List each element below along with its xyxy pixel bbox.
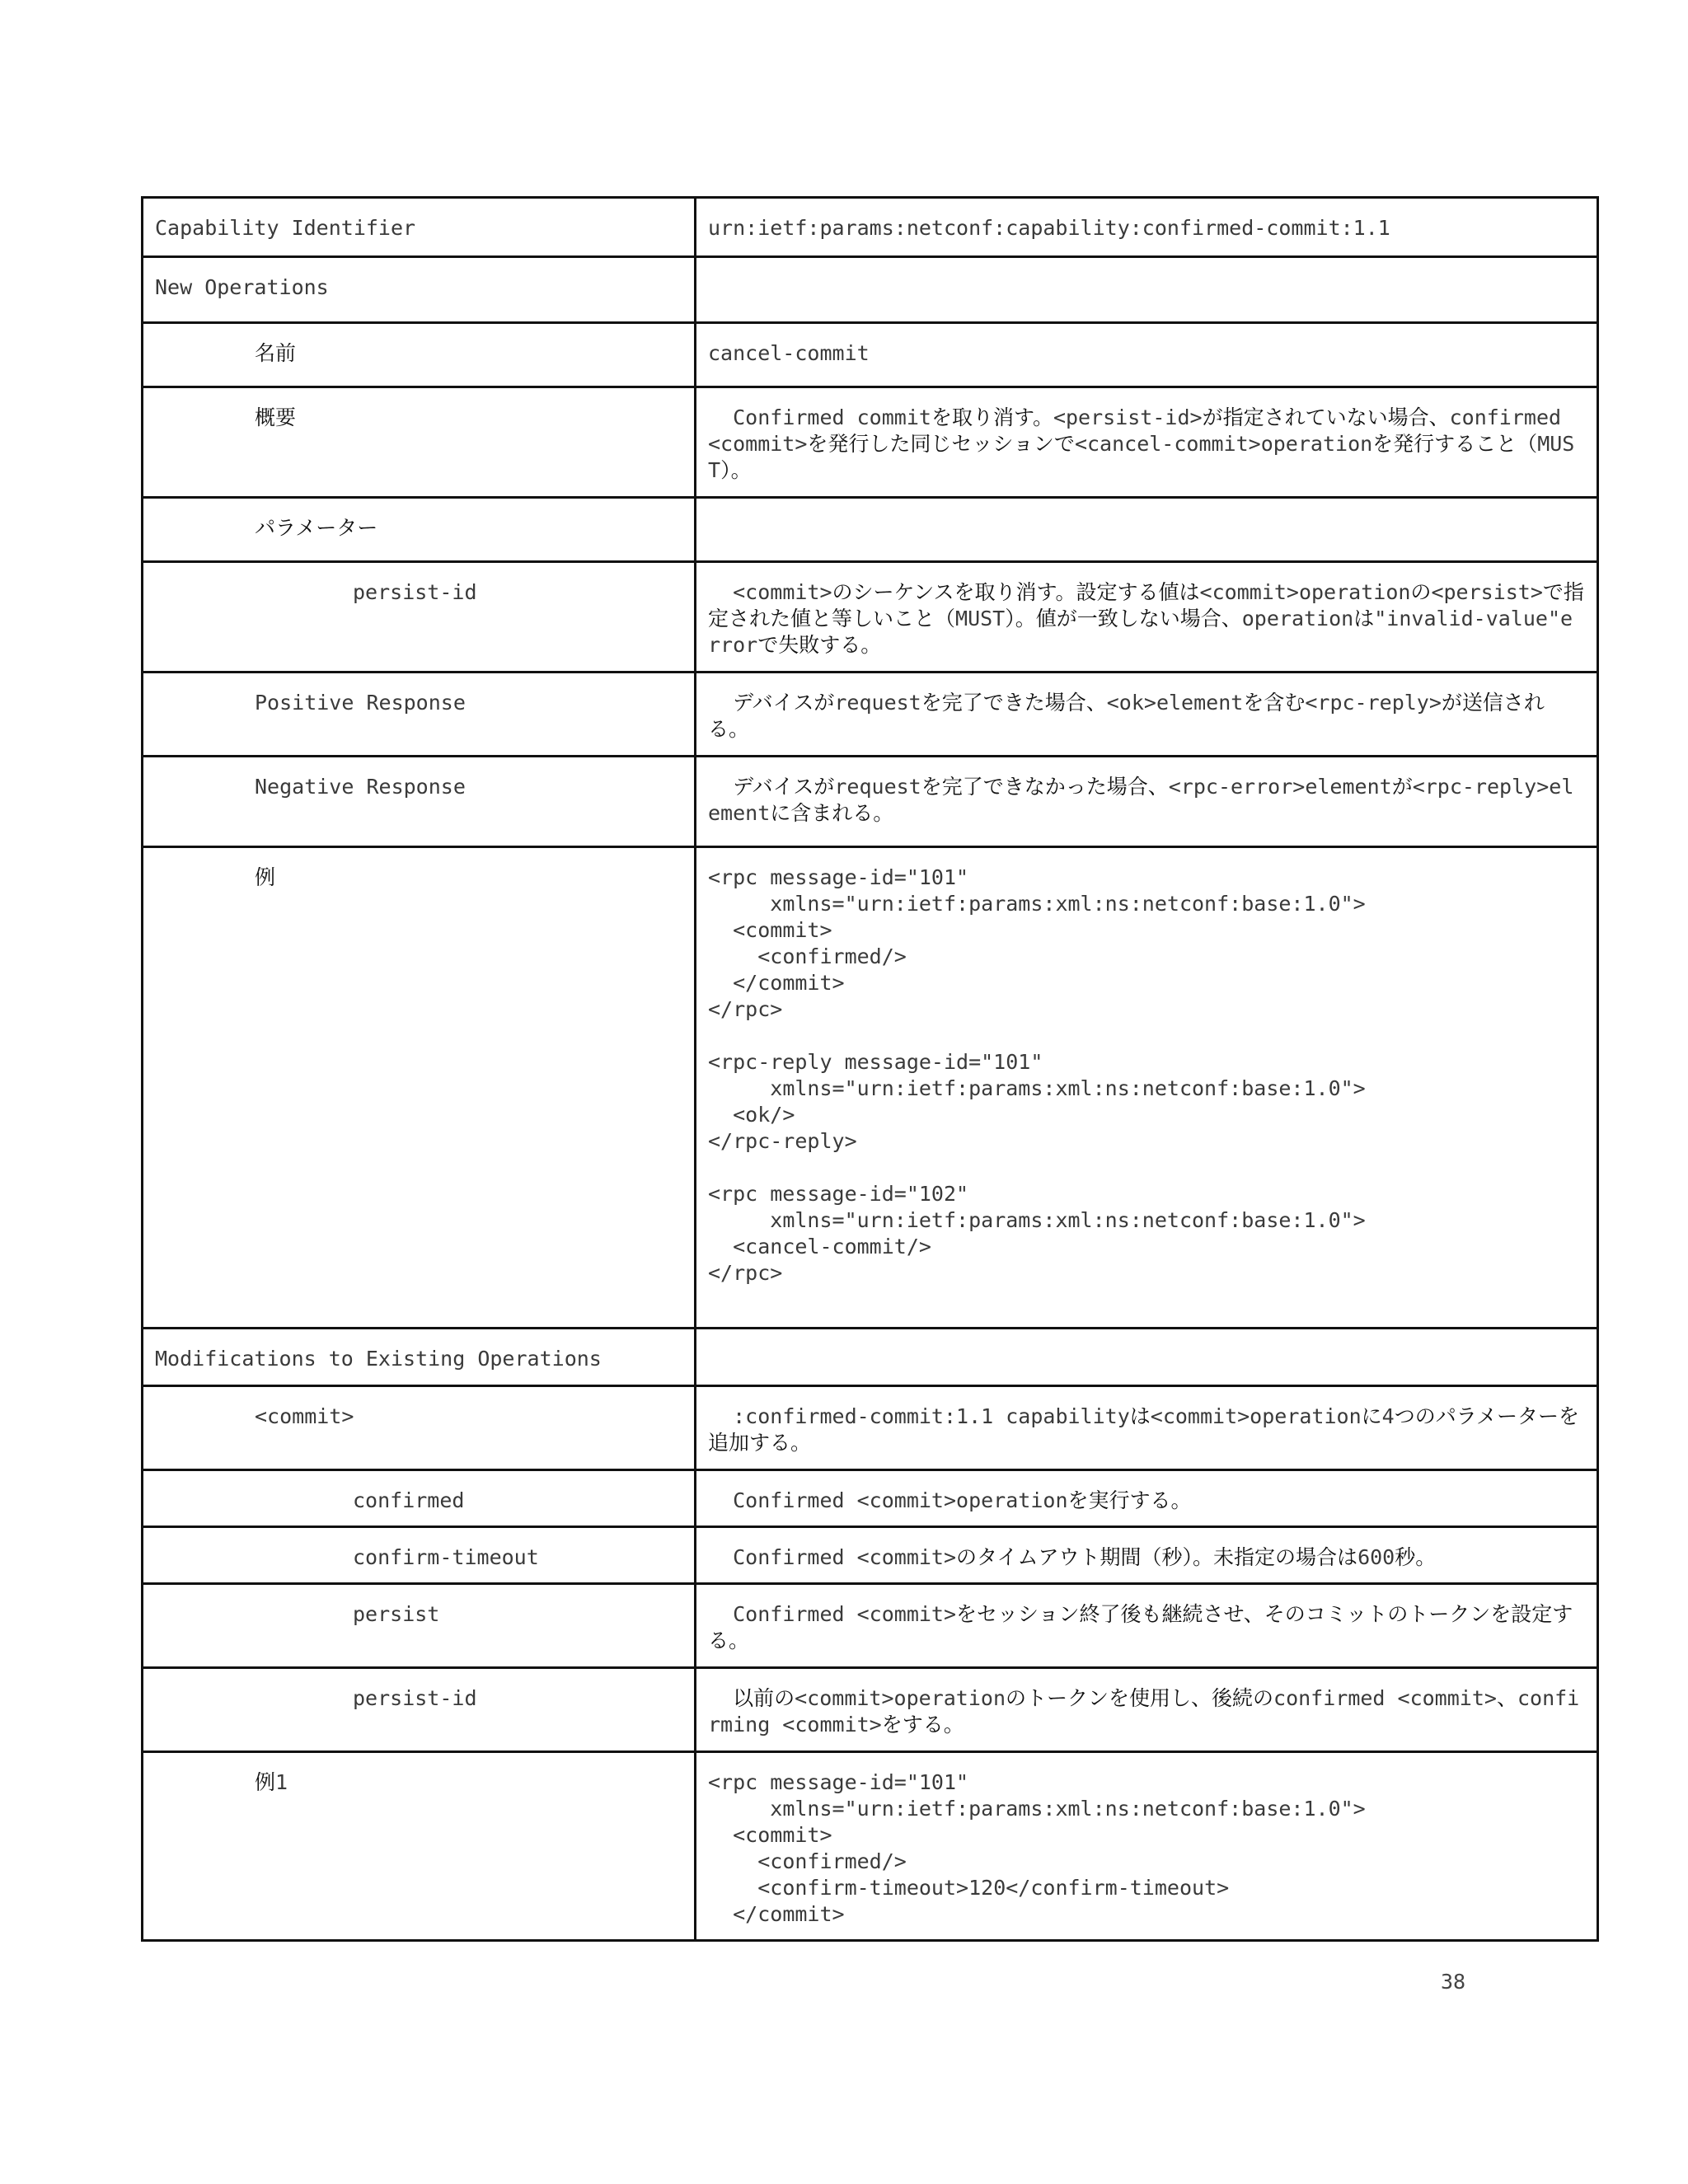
table-row bbox=[143, 1470, 1598, 1527]
row-label-cell bbox=[143, 1527, 696, 1584]
row-value-cell bbox=[696, 323, 1598, 387]
row-label: 例1 bbox=[255, 1770, 288, 1794]
row-label: persist-id bbox=[353, 1686, 477, 1710]
row-value-cell bbox=[696, 1584, 1598, 1668]
row-value-cell bbox=[696, 562, 1598, 673]
table-row bbox=[143, 323, 1598, 387]
row-value-cell bbox=[696, 257, 1598, 323]
row-label: persist-id bbox=[353, 580, 477, 604]
table-row bbox=[143, 1752, 1598, 1941]
row-value-cell bbox=[696, 498, 1598, 562]
table-row bbox=[143, 1584, 1598, 1668]
row-value-cell bbox=[696, 673, 1598, 757]
row-value: デバイスがrequestを完了できた場合、<ok>elementを含む<rpc-reply>が送信される。 bbox=[708, 691, 1545, 741]
table-row bbox=[143, 1668, 1598, 1752]
row-label-cell bbox=[143, 1386, 696, 1470]
row-label-cell bbox=[143, 1668, 696, 1752]
row-value: <rpc message-id="101" xmlns="urn:ietf:params:xml:ns:netconf:base:1.0"> <commit> <confirmed/> <confirm-timeout>120</confirm-timeout> </commit> bbox=[708, 1770, 1366, 1926]
row-label-cell bbox=[143, 847, 696, 1329]
row-label-cell bbox=[143, 1584, 696, 1668]
row-value-cell bbox=[696, 757, 1598, 847]
row-value-cell bbox=[696, 1752, 1598, 1941]
row-value-cell bbox=[696, 1668, 1598, 1752]
capability-table bbox=[141, 196, 1599, 1942]
row-label-cell bbox=[143, 562, 696, 673]
row-label: パラメーター bbox=[255, 516, 378, 540]
row-label-cell bbox=[143, 1329, 696, 1386]
row-value-cell bbox=[696, 1386, 1598, 1470]
row-value: Confirmed <commit>operationを実行する。 bbox=[708, 1488, 1192, 1512]
row-value: 以前の<commit>operationのトークンを使用し、後続のconfirmed <commit>、confirming <commit>をする。 bbox=[708, 1686, 1580, 1736]
row-value: :confirmed-commit:1.1 capabilityは<commit>operationに4つのパラメーターを追加する。 bbox=[708, 1404, 1579, 1455]
row-label: Capability Identifier bbox=[155, 216, 416, 240]
table-row bbox=[143, 757, 1598, 847]
row-value: cancel-commit bbox=[708, 341, 870, 365]
row-value-cell bbox=[696, 387, 1598, 498]
row-label: Modifications to Existing Operations bbox=[155, 1347, 602, 1371]
row-label-cell bbox=[143, 198, 696, 257]
row-label: 例 bbox=[255, 865, 276, 889]
table-row bbox=[143, 198, 1598, 257]
row-value: urn:ietf:params:netconf:capability:confirmed-commit:1.1 bbox=[708, 216, 1390, 240]
row-label-cell bbox=[143, 1752, 696, 1941]
row-label: confirmed bbox=[353, 1488, 465, 1512]
row-label-cell bbox=[143, 673, 696, 757]
row-value: Confirmed commitを取り消す。<persist-id>が指定されていない場合、confirmed <commit>を発行した同じセッションで<cancel-commit>operationを発行すること（MUST）。 bbox=[708, 405, 1575, 482]
table-row bbox=[143, 847, 1598, 1329]
row-label-cell bbox=[143, 498, 696, 562]
row-label-cell bbox=[143, 387, 696, 498]
table-row bbox=[143, 1527, 1598, 1584]
row-value: Confirmed <commit>をセッション終了後も継続させ、そのコミットのトークンを設定する。 bbox=[708, 1602, 1573, 1652]
row-value: <rpc message-id="101" xmlns="urn:ietf:params:xml:ns:netconf:base:1.0"> <commit> <confirmed/> </commit> </rpc> <rpc-reply message-id="101" xmlns="urn:ietf:params:xml:ns:netconf:base:1.0"> <ok/> </rpc-reply> <rpc message-id="102" xmlns="urn:ietf:params:xml:ns:netconf:base:1.0"> <cancel-commit/> </rpc> bbox=[708, 865, 1366, 1285]
row-label: <commit> bbox=[255, 1404, 354, 1428]
table-row bbox=[143, 387, 1598, 498]
row-label: New Operations bbox=[155, 275, 329, 299]
row-label-cell bbox=[143, 757, 696, 847]
row-label: Negative Response bbox=[255, 775, 466, 799]
table-body bbox=[143, 198, 1598, 1941]
row-value-cell bbox=[696, 1527, 1598, 1584]
row-label-cell bbox=[143, 323, 696, 387]
row-value-cell bbox=[696, 1329, 1598, 1386]
table-row bbox=[143, 1386, 1598, 1470]
row-label: persist bbox=[353, 1602, 440, 1626]
row-value: <commit>のシーケンスを取り消す。設定する値は<commit>operationの<persist>で指定された値と等しいこと（MUST）。値が一致しない場合、operationは"invalid-value"errorで失敗する。 bbox=[708, 580, 1584, 657]
row-value-cell bbox=[696, 198, 1598, 257]
table-row bbox=[143, 1329, 1598, 1386]
row-label: confirm-timeout bbox=[353, 1545, 539, 1569]
table-row bbox=[143, 498, 1598, 562]
table-row bbox=[143, 257, 1598, 323]
row-label: 名前 bbox=[255, 341, 297, 365]
row-label: 概要 bbox=[255, 405, 297, 429]
row-value-cell bbox=[696, 847, 1598, 1329]
row-value: デバイスがrequestを完了できなかった場合、<rpc-error>elementが<rpc-reply>elementに含まれる。 bbox=[708, 775, 1574, 825]
row-label: Positive Response bbox=[255, 691, 466, 715]
table-row bbox=[143, 562, 1598, 673]
row-label-cell bbox=[143, 1470, 696, 1527]
table-row bbox=[143, 673, 1598, 757]
page-number: 38 bbox=[1441, 1970, 1466, 1994]
row-value: Confirmed <commit>のタイムアウト期間（秒）。未指定の場合は600秒。 bbox=[708, 1545, 1437, 1569]
row-value-cell bbox=[696, 1470, 1598, 1527]
row-label-cell bbox=[143, 257, 696, 323]
